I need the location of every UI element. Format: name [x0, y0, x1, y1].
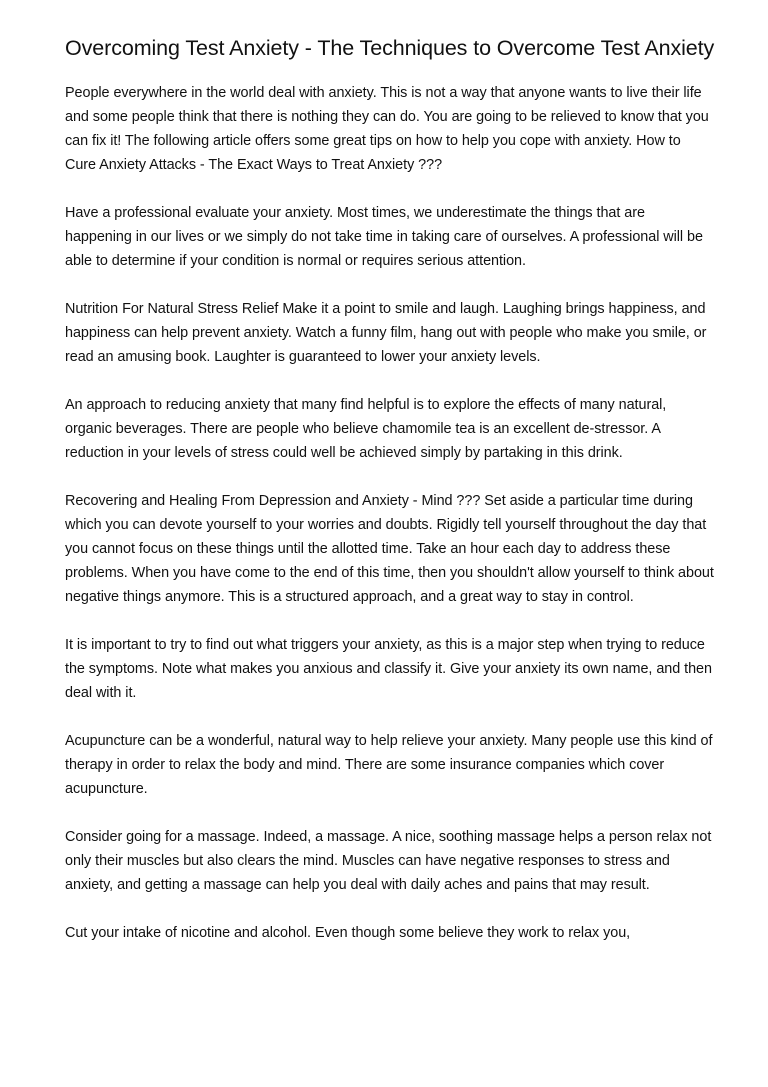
paragraph-acupuncture: Acupuncture can be a wonderful, natural way to help relieve your anxiety. Many people use this kind of therapy in order to relax the body and mind. There are some insurance companies which cover acupuncture. [65, 733, 713, 797]
paragraph-professional: Have a professional evaluate your anxiety. Most times, we underestimate the things that are happening in our lives or we simply do not take time in taking care of ourselves. A professional will be able to determine if your condition is normal or requires serious attention. [65, 205, 703, 269]
paragraph-worry-time: Recovering and Healing From Depression and Anxiety - Mind ??? Set aside a particular time during which you can devote yourself to your worries and doubts. Rigidly tell yourself throughout the day that you cannot focus on these things until the allotted time. Take an hour each day to address these problems. When you have come to the end of this time, then you shouldn't allow yourself to think about negative things anymore. This is a structured approach, and a great way to stay in control. [65, 493, 714, 605]
paragraph-nicotine: Cut your intake of nicotine and alcohol. Even though some believe they work to relax you, [65, 925, 631, 941]
paragraph-intro: People everywhere in the world deal with anxiety. This is not a way that anyone wants to live their life and some people think that there is nothing they can do. You are going to be relieved to know that you can fix it! The following article offers some great tips on how to help you cope with anxiety. How to Cure Anxiety Attacks - The Exact Ways to Treat Anxiety ??? [65, 85, 709, 173]
paragraph-laughter: Nutrition For Natural Stress Relief Make it a point to smile and laugh. Laughing brings happiness, and happiness can help prevent anxiety. Watch a funny film, hang out with people who make you smile, or read an amusing book. Laughter is guaranteed to lower your anxiety levels. [65, 301, 707, 365]
paragraph-triggers: It is important to try to find out what triggers your anxiety, as this is a major step when trying to reduce the symptoms. Note what makes you anxious and classify it. Give your anxiety its own name, and then deal with it. [65, 637, 712, 701]
document-title: Overcoming Test Anxiety - The Techniques to Overcome Test Anxiety [65, 36, 715, 60]
paragraph-massage: Consider going for a massage. Indeed, a massage. A nice, soothing massage helps a person relax not only their muscles but also clears the mind. Muscles can have negative responses to stress and anxiety, and getting a massage can help you deal with daily aches and pains that may result. [65, 829, 712, 893]
paragraph-beverages: An approach to reducing anxiety that many find helpful is to explore the effects of many natural, organic beverages. There are people who believe chamomile tea is an excellent de-stressor. A reduction in your levels of stress could well be achieved simply by partaking in this drink. [65, 397, 667, 461]
document-page [65, 37, 715, 945]
